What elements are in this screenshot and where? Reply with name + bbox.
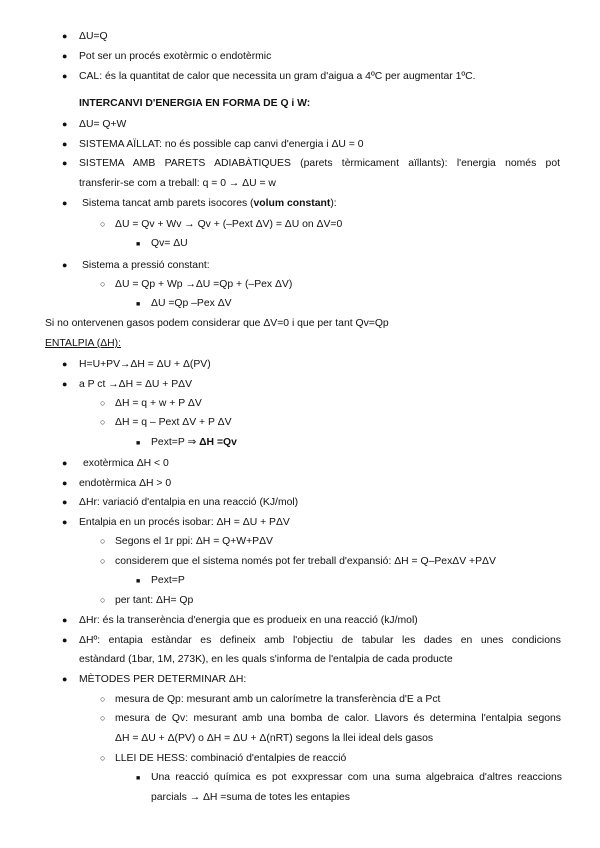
text-line: LLEI DE HESS: combinació d'entalpies de reacció — [115, 753, 347, 764]
bullet-marker: ● — [62, 359, 68, 369]
text-line: ΔHr: variació d'entalpia en una reacció (KJ/mol) — [79, 497, 299, 508]
text-line: Una reacció química es pot exxpressar com una suma algebraica d'altres reaccions — [151, 772, 562, 783]
text-line: Entalpia en un procés isobar: ΔH = ΔU + PΔV — [79, 517, 290, 528]
text-line: ΔH = q – Pext ΔV + P ΔV — [115, 417, 232, 428]
bullet-marker: ● — [62, 71, 68, 81]
text-line — [151, 436, 237, 449]
text-line: Qv= ΔU — [151, 238, 188, 249]
text-line — [82, 197, 337, 210]
text-line: Segons el 1r ppi: ΔH = Q+W+PΔV — [115, 536, 273, 547]
bullet-marker: ● — [62, 635, 68, 645]
bullet-marker: ● — [62, 478, 68, 488]
sub-bullet-marker: ○ — [100, 536, 106, 546]
sub-bullet-marker: ○ — [100, 595, 106, 605]
text-line: Pext=P — [151, 575, 185, 586]
text-line: Sistema a pressió constant: — [82, 260, 210, 271]
sub-bullet-marker: ○ — [100, 417, 106, 427]
sub-sub-bullet-marker: ■ — [136, 578, 141, 585]
section-heading: INTERCANVI D'ENERGIA EN FORMA DE Q i W: — [79, 98, 311, 109]
bullet-marker: ● — [62, 158, 68, 168]
text-line: ΔU = Qv + Wv → Qv + (–Pext ΔV) = ΔU on ΔV=0 — [115, 219, 343, 230]
bullet-marker: ● — [62, 139, 68, 149]
sub-sub-bullet-marker: ■ — [136, 775, 141, 782]
sub-bullet-marker: ○ — [100, 398, 106, 408]
bold-term: volum constant — [253, 198, 331, 209]
text-line: ΔH = q + w + P ΔV — [115, 398, 202, 409]
bullet-marker: ● — [62, 31, 68, 41]
section-heading: ENTALPIA (ΔH): — [45, 338, 122, 349]
text-line: estàndard (1bar, 1M, 273K), en les quals s'informa de l'entalpia de cada producte — [79, 654, 453, 665]
text-line: ΔU = Qp + Wp →ΔU =Qp + (–Pex ΔV) — [115, 279, 293, 290]
text-line: MÈTODES PER DETERMINAR ΔH: — [79, 674, 247, 685]
text-line: ΔU =Qp –Pex ΔV — [151, 298, 232, 309]
text-run: Pext=P ⇒ — [151, 437, 200, 448]
text-line: SISTEMA AMB PARETS ADIABÀTIQUES (parets tèrmicament aïllants): l'energia només pot — [79, 158, 560, 169]
bullet-marker: ● — [62, 517, 68, 527]
text-line: ΔU=Q — [79, 31, 108, 42]
text-line: Pot ser un procés exotèrmic o endotèrmic — [79, 51, 272, 62]
sub-sub-bullet-marker: ■ — [136, 440, 141, 447]
text-line: CAL: és la quantitat de calor que necessita un gram d'aigua a 4ºC per augmentar 1ºC. — [79, 71, 476, 82]
bullet-marker: ● — [62, 260, 68, 270]
bullet-marker: ● — [62, 119, 68, 129]
text-run: Sistema tancat amb parets isocores ( — [82, 198, 254, 209]
text-run: ): — [330, 198, 337, 209]
sub-bullet-marker: ○ — [100, 753, 106, 763]
text-line: Si no ontervenen gasos podem considerar que ΔV=0 i que per tant Qv=Qp — [45, 318, 389, 329]
sub-sub-bullet-marker: ■ — [136, 301, 141, 308]
sub-bullet-marker: ○ — [100, 219, 106, 229]
text-line: ΔHº: entapia estàndar es defineix amb l'objectiu de tabular les dades en unes condicions — [79, 635, 561, 646]
bullet-marker: ● — [62, 674, 68, 684]
text-line: endotèrmica ΔH > 0 — [79, 478, 172, 489]
bullet-marker: ● — [62, 51, 68, 61]
text-line: per tant: ΔH= Qp — [115, 595, 194, 606]
text-line: considerem que el sistema només pot fer treball d'expansió: ΔH = Q–PexΔV +PΔV — [115, 556, 496, 567]
sub-bullet-marker: ○ — [100, 556, 106, 566]
sub-bullet-marker: ○ — [100, 694, 106, 704]
sub-bullet-marker: ○ — [100, 279, 106, 289]
bullet-marker: ● — [62, 458, 68, 468]
text-line: exotèrmica ΔH < 0 — [83, 458, 169, 469]
text-line: ΔHr: és la transerència d'energia que es produeix en una reacció (kJ/mol) — [79, 615, 418, 626]
text-line: mesura de Qp: mesurant amb un calorímetre la transferència d'E a Pct — [115, 694, 441, 705]
text-line: ΔH = ΔU + Δ(PV) o ΔH = ΔU + Δ(nRT) segons la llei ideal dels gasos — [115, 733, 434, 744]
bullet-marker: ● — [62, 379, 68, 389]
sub-sub-bullet-marker: ■ — [136, 241, 141, 248]
bullet-marker: ● — [62, 615, 68, 625]
bullet-marker: ● — [62, 198, 68, 208]
text-line: a P ct →ΔH = ΔU + PΔV — [79, 379, 193, 390]
text-line: parcials → ΔH =suma de totes les entapies — [151, 792, 350, 803]
bullet-marker: ● — [62, 497, 68, 507]
text-line: transferir-se com a treball: q = 0 → ΔU = w — [79, 178, 276, 189]
bold-term: ΔH =Qv — [199, 437, 237, 448]
text-line: SISTEMA AÏLLAT: no és possible cap canvi d'energia i ΔU = 0 — [79, 139, 364, 150]
text-line: H=U+PV→ΔH = ΔU + Δ(PV) — [79, 359, 211, 370]
text-line: ΔU= Q+W — [79, 119, 127, 130]
sub-bullet-marker: ○ — [100, 713, 106, 723]
text-line: mesura de Qv: mesurant amb una bomba de calor. Llavors és determina l'entalpia segons — [115, 713, 561, 724]
